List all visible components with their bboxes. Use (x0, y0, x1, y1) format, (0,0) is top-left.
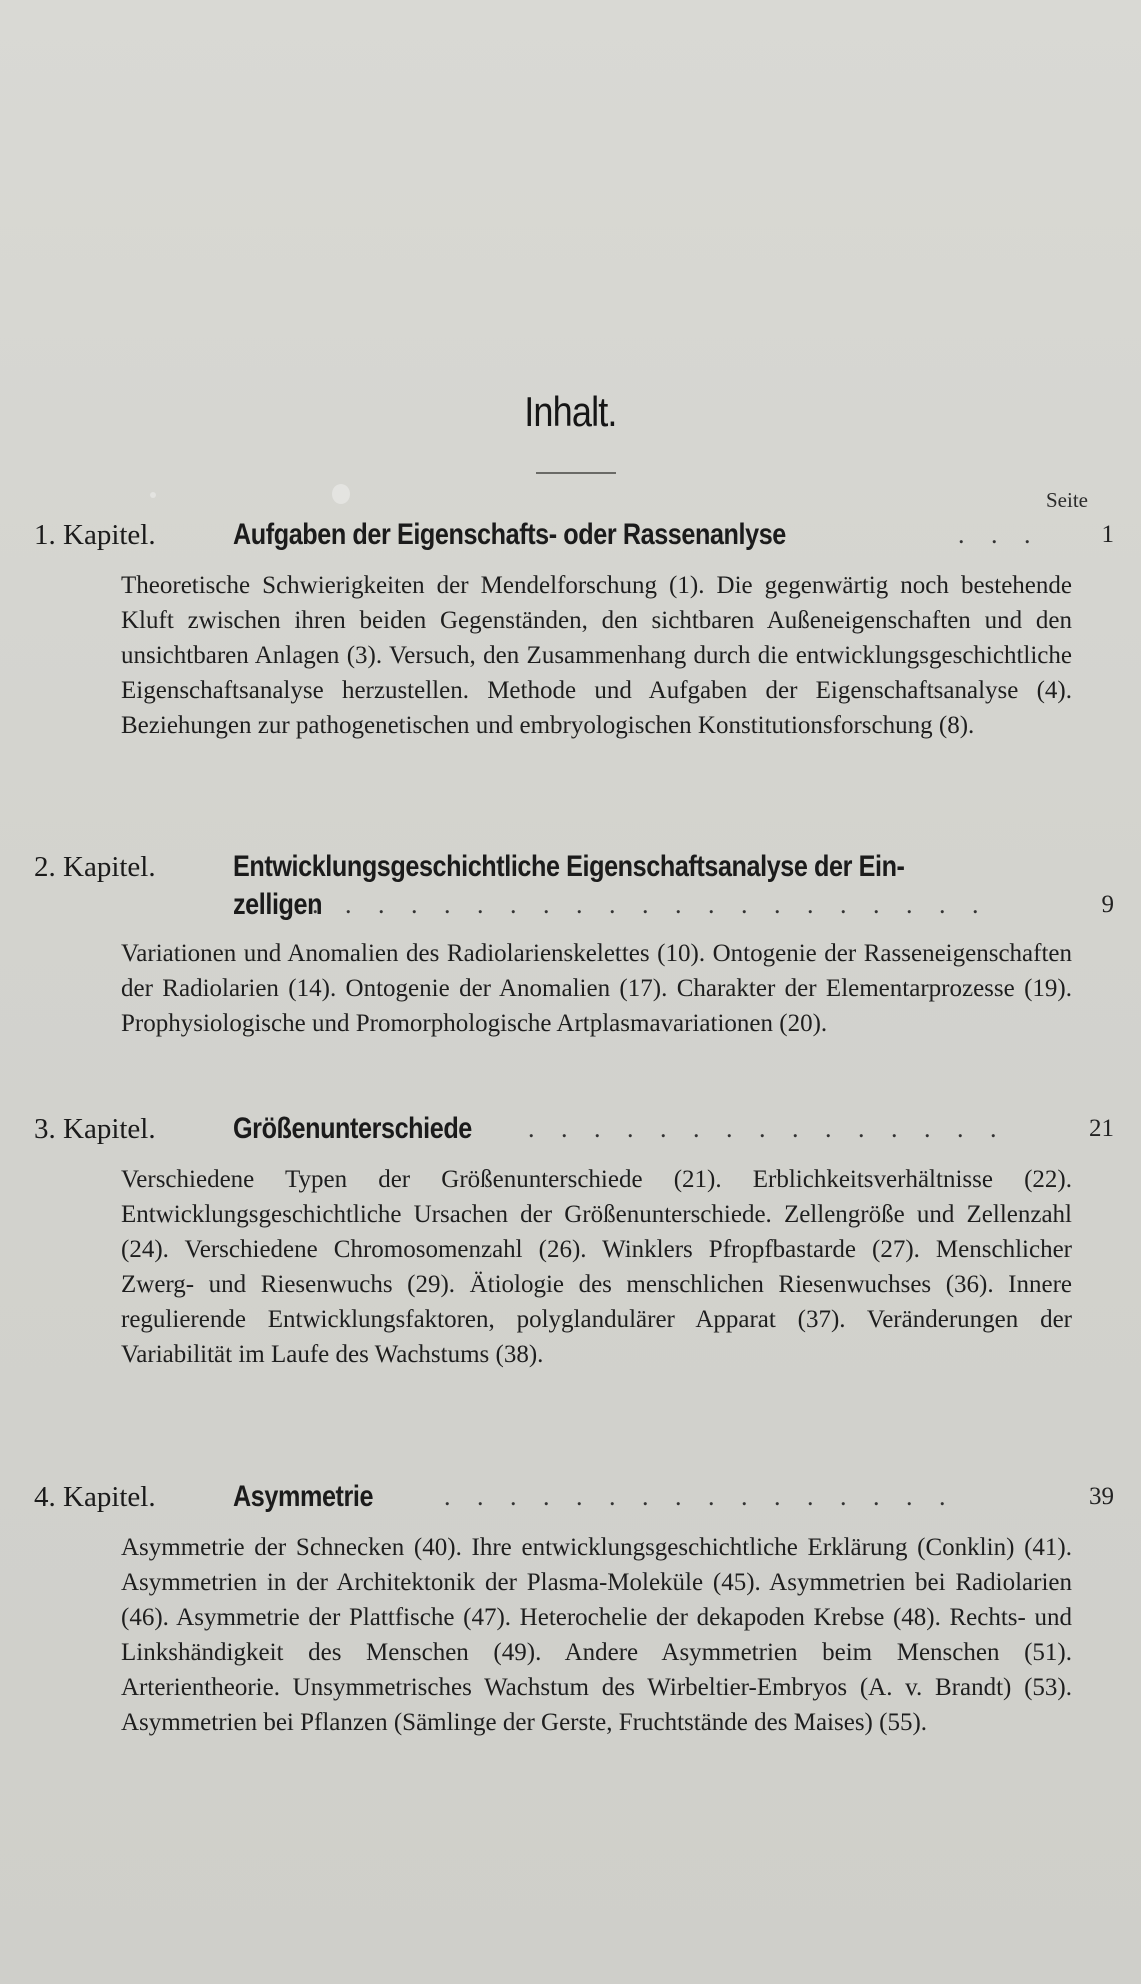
chapter-summary: Variationen und Anomalien des Radiolarienskelettes (10). Ontogenie der Rasseneigenschaften der Radiolarien (14). Ontogenie der Anomalien (17). Charakter der Elementarprozesse (19). Prophysiologische und Promorphologische Artplasmavariationen (20). (121, 940, 1072, 1037)
chapter-heading-line (34, 848, 1114, 924)
chapter-summary: Theoretische Schwierigkeiten der Mendelforschung (1). Die gegenwärtig noch bestehende Kluft zwischen ihren beiden Gegenständen, den sichtbaren Außeneigenschaften und den unsichtbaren Anlagen (3). Versuch, den Zusammenhang durch die entwicklungsgeschichtliche Eigenschaftsanalyse herzustellen. Methode und Aufgaben der Eigenschaftsanalyse (4). Beziehungen zur pathogenetischen und embryologischen Konstitutionsforschung (8). (121, 572, 1072, 739)
chapter-number: 2. Kapitel. (34, 851, 156, 883)
chapter-title: Asymmetrie (233, 1480, 374, 1513)
toc-entry-chapter-1 (34, 516, 1114, 739)
chapter-heading-line (34, 516, 1114, 554)
paper-speck (332, 484, 350, 504)
toc-entry-chapter-3 (34, 1110, 1114, 1368)
chapter-heading-line (34, 1110, 1114, 1148)
chapter-number: 3. Kapitel. (34, 1113, 156, 1145)
chapter-title-line-2: zelligen (233, 888, 323, 921)
chapter-page-number: 39 (1089, 1483, 1114, 1510)
chapter-number: 1. Kapitel. (34, 519, 156, 551)
toc-entry-chapter-4 (34, 1478, 1114, 1736)
chapter-title: Größenunterschiede (233, 1112, 472, 1145)
chapter-summary: Asymmetrie der Schnecken (40). Ihre entwicklungsgeschichtliche Erklärung (Conklin) (41). Asymmetrien in der Architektonik der Plasma-Moleküle (45). Asymmetrien bei Radiolarien (46). Asymmetrie der Plattfische (47). Heterochelie der dekapoden Krebse (48). Rechts- und Linkshändigkeit des Menschen (49). Andere Asymmetrien beim Menschen (51). Arterientheorie. Unsymmetrisches Wachstum des Wirbeltier-Embryos (A. v. Brandt) (53). Asymmetrien bei Pflanzen (Sämlinge der Gerste, Fruchtstände des Maises) (55). (121, 1534, 1072, 1736)
page-column-label: Seite (1046, 488, 1088, 512)
toc-entry-chapter-2 (34, 848, 1114, 1037)
heading-divider (536, 472, 616, 474)
chapter-page-number: 9 (1101, 891, 1114, 918)
dot-leaders: . . . . . . . . . . . . . . . . . . . . . (312, 890, 989, 919)
dot-leaders: . . . (958, 520, 1041, 549)
chapter-title-line-1: Entwicklungsgeschichtliche Eigenschaftsanalyse der Ein- (233, 850, 905, 883)
chapter-page-number: 21 (1089, 1115, 1114, 1142)
chapter-page-number: 1 (1101, 521, 1114, 548)
chapter-heading-line (34, 1478, 1114, 1516)
chapter-summary: Verschiedene Typen der Größenunterschiede (21). Erblichkeitsverhältnisse (22). Entwicklungsgeschichtliche Ursachen der Größenunterschiede. Zellengröße und Zellenzahl (24). Verschiedene Chromosomenzahl (26). Winklers Pfropfbastarde (27). Menschlicher Zwerg- und Riesenwuchs (29). Ätiologie des menschlichen Riesenwuchses (36). Innere regulierende Entwicklungsfaktoren, polyglandulärer Apparat (37). Veränderungen der Variabilität im Laufe des Wachstums (38). (121, 1166, 1072, 1368)
chapter-number: 4. Kapitel. (34, 1481, 156, 1513)
paper-speck (150, 492, 156, 498)
dot-leaders: . . . . . . . . . . . . . . . (528, 1114, 1007, 1143)
contents-heading: Inhalt. (524, 388, 617, 435)
dot-leaders: . . . . . . . . . . . . . . . . (444, 1482, 956, 1511)
chapter-title: Aufgaben der Eigenschafts- oder Rassenanlyse (233, 518, 786, 551)
